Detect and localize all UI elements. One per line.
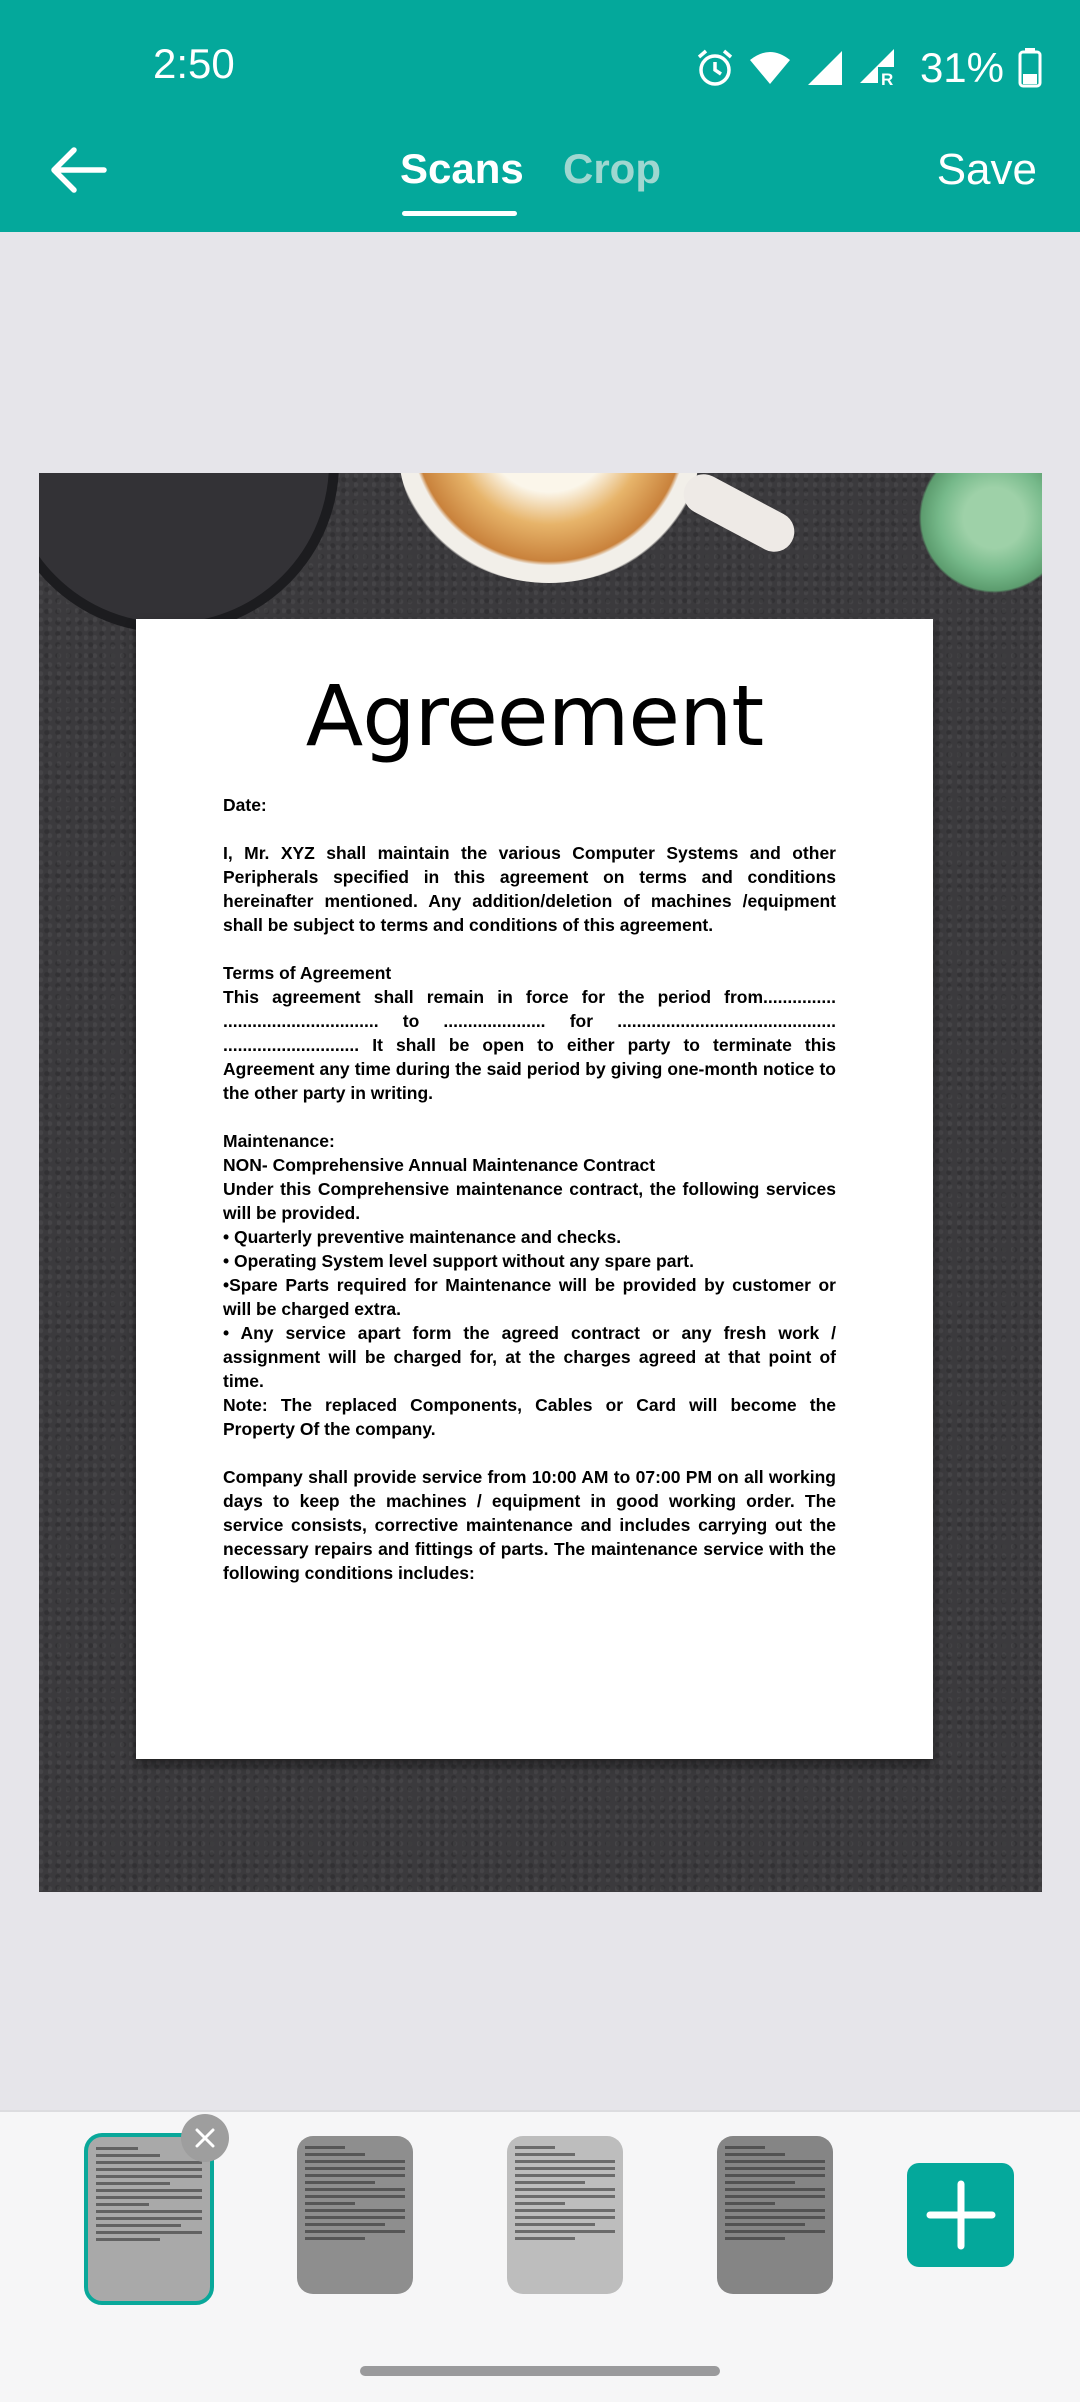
background-coffee-cup: [399, 473, 699, 583]
doc-paragraph: NON- Comprehensive Annual Maintenance Contract: [223, 1155, 656, 1175]
doc-paragraph: Note: The replaced Components, Cables or Card will become the Property Of the company.: [223, 1395, 836, 1439]
doc-paragraph: Under this Comprehensive maintenance contract, the following services will be provided.: [223, 1179, 836, 1223]
doc-paragraph: • Any service apart form the agreed contract or any fresh work / assignment will be charged for, at the charges agreed at that point of time.: [223, 1323, 836, 1391]
doc-paragraph: Terms of Agreement: [223, 963, 392, 983]
scanned-document: [136, 619, 933, 1759]
save-button[interactable]: Save: [936, 145, 1037, 194]
doc-paragraph: • Quarterly preventive maintenance and checks.: [223, 1227, 622, 1247]
active-tab-indicator: [402, 211, 517, 216]
signal-roaming-icon: [858, 47, 898, 89]
wifi-icon: [748, 50, 792, 86]
tab-scans[interactable]: Scans: [400, 145, 524, 192]
doc-paragraph: Company shall provide service from 10:00 AM to 07:00 PM on all working days to keep the machines / equipment in good working order. The service consists, corrective maintenance and includes carrying out the necessary repairs and fittings of parts. The maintenance service with the following conditions includes:: [223, 1467, 836, 1583]
doc-paragraph: Date:: [223, 795, 267, 815]
document-body: [223, 793, 836, 1585]
status-time: 2:50: [153, 40, 235, 87]
back-button[interactable]: [38, 130, 118, 210]
page-thumbnail-3[interactable]: [507, 2136, 623, 2294]
page-thumbnail-2[interactable]: [297, 2136, 413, 2294]
battery-percent: 31%: [919, 44, 1004, 91]
doc-paragraph: • Operating System level support without any spare part.: [223, 1251, 694, 1271]
doc-paragraph: This agreement shall remain in force for the period from............... ................................ to ..................... for ............................................. ............................ It shall be open to either party to terminate this Agreement any time during the said period by giving one-month notice to the other party in writing.: [223, 987, 836, 1103]
background-cup-handle: [677, 473, 802, 559]
status-icons: [696, 40, 1042, 96]
doc-paragraph: I, Mr. XYZ shall maintain the various Computer Systems and other Peripherals specified in this agreement on terms and conditions hereinafter mentioned. Any addition/deletion of machines /equipment shall be subject to terms and conditions of this agreement.: [223, 843, 836, 935]
page-thumbnail-4[interactable]: [717, 2136, 833, 2294]
arrow-left-icon: [48, 146, 108, 194]
doc-paragraph: Maintenance:: [223, 1131, 335, 1151]
alarm-icon: [696, 48, 734, 88]
background-ring: [39, 473, 339, 633]
add-page-button[interactable]: [907, 2163, 1014, 2267]
svg-text:R: R: [880, 70, 894, 89]
document-title: Agreement: [305, 667, 764, 765]
scan-preview-image[interactable]: [39, 473, 1042, 1892]
background-plant: [899, 473, 1042, 593]
tab-crop[interactable]: Crop: [563, 145, 661, 192]
remove-page-button[interactable]: [181, 2114, 229, 2162]
app-bar: [0, 0, 1080, 232]
doc-paragraph: •Spare Parts required for Maintenance will be provided by customer or will be charged extra.: [223, 1275, 836, 1319]
close-icon: [195, 2128, 215, 2148]
battery-icon: [1018, 48, 1042, 88]
plus-icon: [926, 2180, 996, 2250]
signal-icon: [806, 49, 844, 87]
home-indicator[interactable]: [360, 2366, 720, 2376]
